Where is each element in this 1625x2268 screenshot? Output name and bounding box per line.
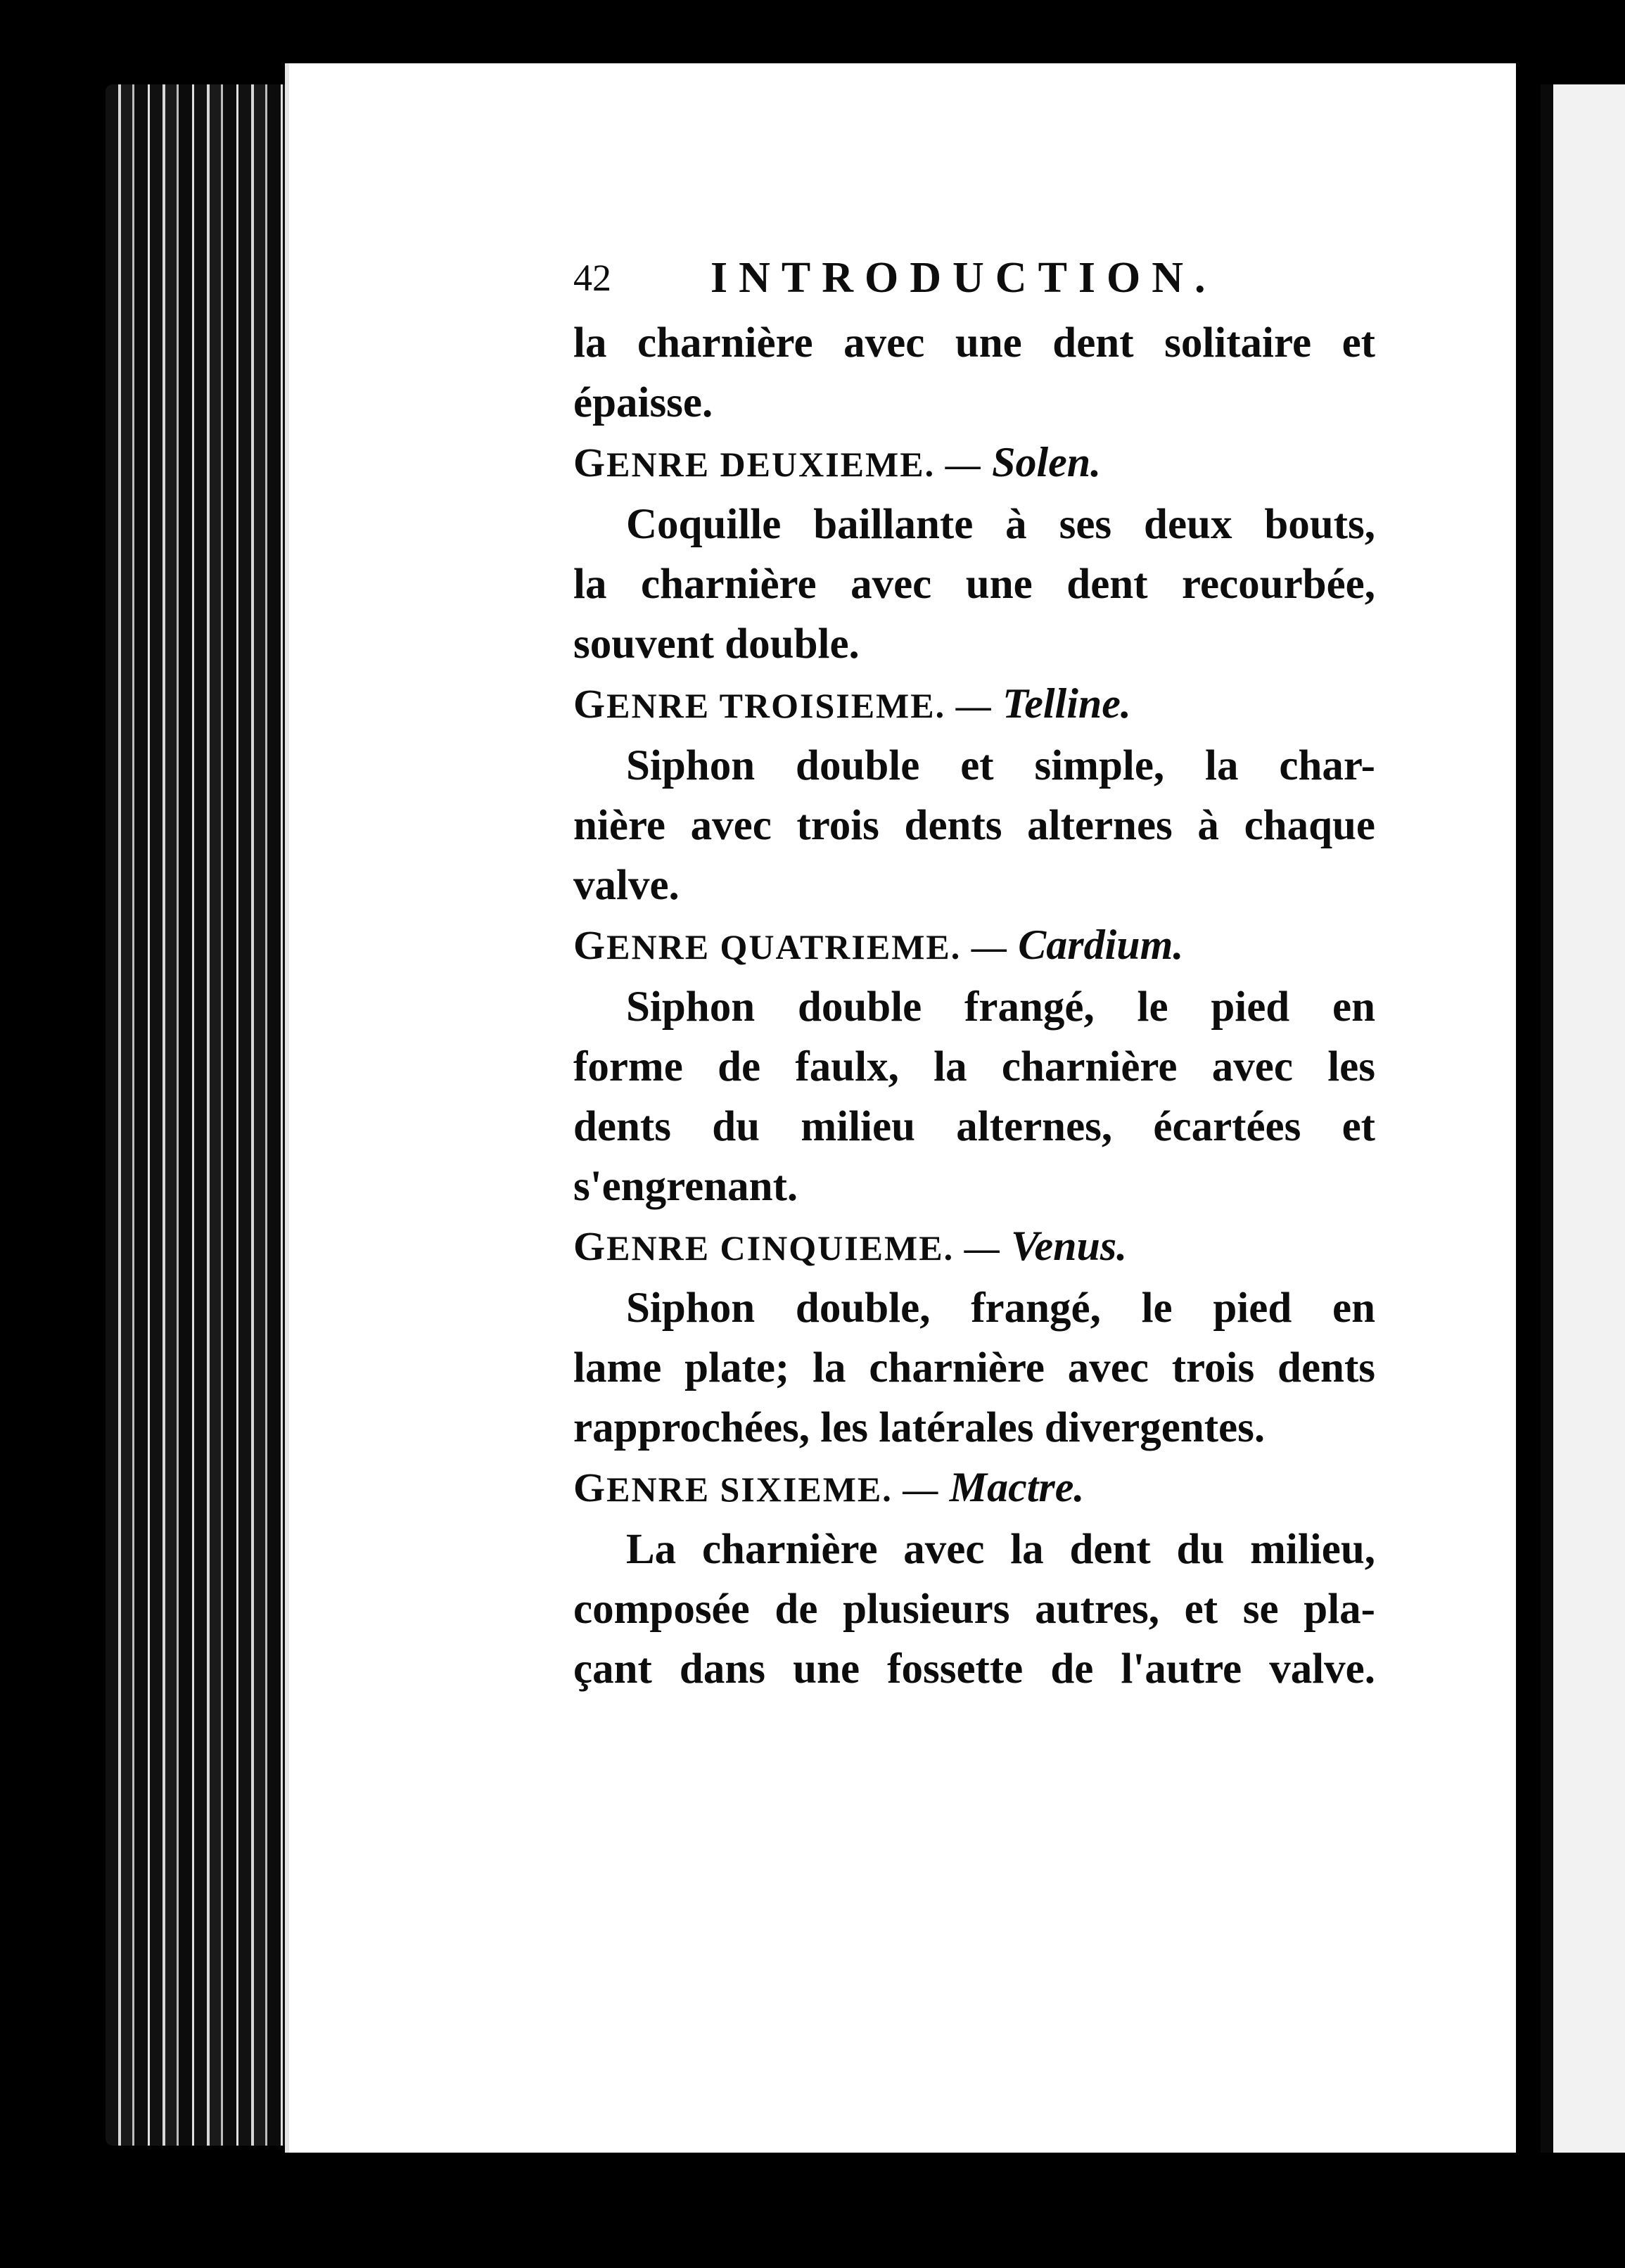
scan-bottom-border xyxy=(106,2153,1625,2268)
text-line: souvent double. xyxy=(573,620,860,668)
text-line: forme de faulx, la charnière avec les xyxy=(573,1043,1375,1090)
book-page-edges xyxy=(106,84,288,2146)
text-line: valve. xyxy=(573,862,680,909)
text-line: Siphon double frangé, le pied en xyxy=(626,983,1375,1031)
genre-heading-label: GENRE SIXIEME. — xyxy=(573,1465,940,1510)
page-text-block xyxy=(573,243,1375,1699)
genre-heading-label: GENRE DEUXIEME. — xyxy=(573,440,982,485)
facing-page-edge xyxy=(1541,84,1625,2153)
genre-heading xyxy=(573,1458,1375,1520)
genre-heading xyxy=(573,674,1375,736)
text-line: lame plate; la charnière avec trois dents xyxy=(573,1344,1375,1391)
text-line: Siphon double et simple, la char- xyxy=(626,742,1375,789)
text-line: çant dans une fossette de l'autre valve. xyxy=(573,1645,1375,1693)
text-line: composée de plusieurs autres, et se pla- xyxy=(573,1586,1375,1633)
text-line: La charnière avec la dent du milieu, xyxy=(626,1526,1375,1573)
genre-heading xyxy=(573,433,1375,495)
page-number: 42 xyxy=(573,257,611,299)
text-line: épaisse. xyxy=(573,379,713,426)
text-line: s'engrenant. xyxy=(573,1163,798,1210)
genus-name: Venus. xyxy=(1011,1223,1128,1269)
text-line: rapprochées, les latérales divergentes. xyxy=(573,1404,1266,1451)
genre-heading-label: GENRE CINQUIEME. — xyxy=(573,1223,1001,1269)
genre-heading xyxy=(573,915,1375,977)
genus-name: Mactre. xyxy=(949,1464,1085,1510)
genre-heading-label: GENRE TROISIEME. — xyxy=(573,681,993,727)
text-line: Siphon double, frangé, le pied en xyxy=(626,1285,1375,1332)
text-line: Coquille baillante à ses deux bouts, xyxy=(626,501,1375,548)
running-title: INTRODUCTION. xyxy=(710,254,1217,302)
text-line: la charnière avec une dent recourbée, xyxy=(573,561,1375,608)
genre-heading xyxy=(573,1216,1375,1278)
running-head xyxy=(573,243,1375,313)
text-line: dents du milieu alternes, écartées et xyxy=(573,1103,1375,1150)
genus-name: Cardium. xyxy=(1018,922,1184,968)
genus-name: Telline. xyxy=(1002,680,1131,727)
text-line: nière avec trois dents alternes à chaque xyxy=(573,802,1375,849)
genus-name: Solen. xyxy=(992,439,1102,485)
text-line: la charnière avec une dent solitaire et xyxy=(573,319,1375,367)
genre-heading-label: GENRE QUATRIEME. — xyxy=(573,922,1008,968)
